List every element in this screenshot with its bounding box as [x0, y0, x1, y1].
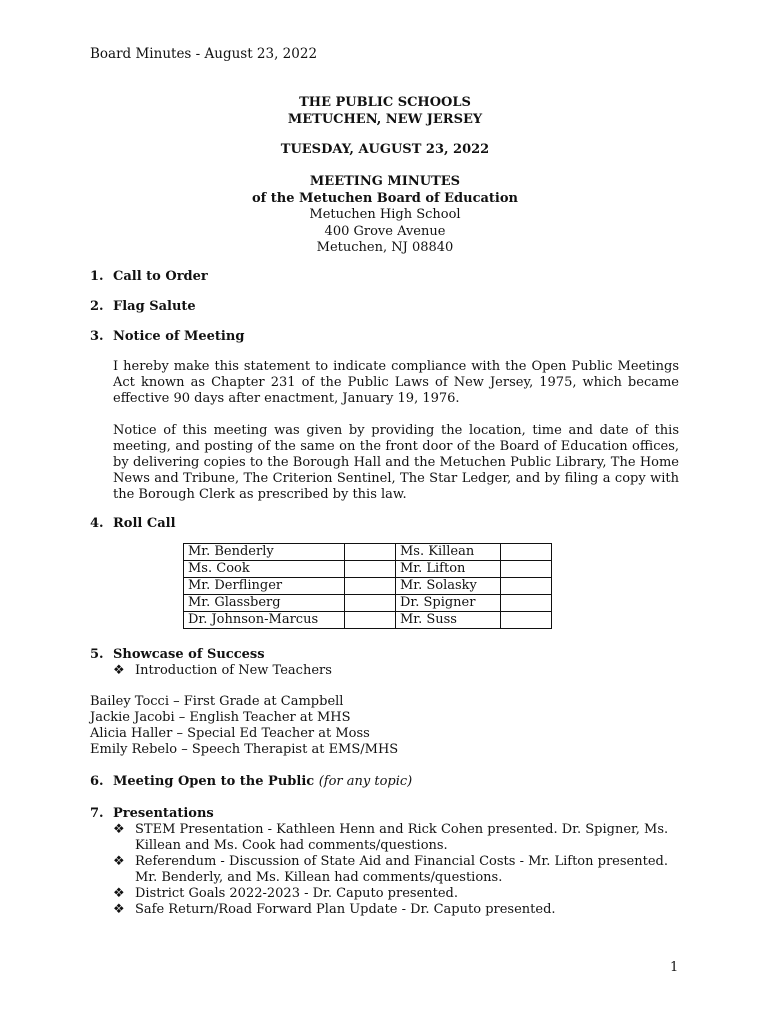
- roll-status-right: [501, 561, 552, 578]
- item-flag-salute: [90, 299, 196, 314]
- roll-name-left: Mr. Derflinger: [184, 578, 345, 595]
- item-note: (for any topic): [318, 774, 413, 789]
- title-line-2: METUCHEN, NEW JERSEY: [287, 111, 483, 127]
- presentation-text: District Goals 2022-2023 - Dr. Caputo presented.: [135, 886, 459, 901]
- roll-name-right: Mr. Lifton: [396, 561, 501, 578]
- item-label: Call to Order: [113, 269, 208, 284]
- venue-street: 400 Grove Avenue: [324, 223, 446, 239]
- table-row: [184, 544, 552, 561]
- board-name: of the Metuchen Board of Education: [252, 190, 518, 206]
- meeting-heading-block: [0, 174, 770, 257]
- roll-name-right: Mr. Solasky: [396, 578, 501, 595]
- presentation-item: [113, 902, 673, 918]
- item-presentations: [90, 806, 214, 821]
- roll-name-left: Dr. Johnson-Marcus: [184, 612, 345, 629]
- item-label: Notice of Meeting: [113, 329, 245, 344]
- teacher-line: Jackie Jacobi – English Teacher at MHS: [90, 710, 351, 725]
- roll-status-right: [501, 578, 552, 595]
- item-number: 6.: [90, 774, 104, 789]
- item-label: Meeting Open to the Public: [113, 774, 315, 789]
- table-row: [184, 561, 552, 578]
- roll-status-right: [501, 544, 552, 561]
- item-meeting-open-to-public: [90, 774, 412, 789]
- roll-status-left: [345, 561, 396, 578]
- notice-paragraph-2: Notice of this meeting was given by providing the location, time and date of this meeting, and posting of the same on the front door of the Board of Education offices, by delivering copies to the Borough Hall and the Metuchen Public Library, The Home News and Tribune, The Criterion Sentinel, The Star Ledger, and by filing a copy with the Borough Clerk as prescribed by this law.: [113, 423, 679, 502]
- table-row: [184, 612, 552, 629]
- presentation-item: [113, 854, 673, 886]
- item-call-to-order: [90, 269, 208, 284]
- roll-name-right: Dr. Spigner: [396, 595, 501, 612]
- presentation-text: Safe Return/Road Forward Plan Update - Dr. Caputo presented.: [135, 902, 556, 917]
- item-label: Flag Salute: [113, 299, 196, 314]
- roll-status-left: [345, 578, 396, 595]
- meeting-date: TUESDAY, AUGUST 23, 2022: [280, 142, 490, 157]
- diamond-bullet-icon: ❖: [113, 663, 125, 678]
- teacher-line: Emily Rebelo – Speech Therapist at EMS/MHS: [90, 742, 399, 757]
- table-row: [184, 578, 552, 595]
- presentation-text: Referendum - Discussion of State Aid and Financial Costs - Mr. Lifton presented. Mr. Benderly, and Ms. Killean had comments/questions.: [135, 854, 668, 885]
- roll-status-right: [501, 612, 552, 629]
- item-label: Presentations: [113, 806, 214, 821]
- showcase-bullet: [113, 663, 332, 679]
- diamond-bullet-icon: ❖: [113, 854, 125, 869]
- roll-name-right: Mr. Suss: [396, 612, 501, 629]
- minutes-heading: MEETING MINUTES: [309, 174, 461, 189]
- table-row: [184, 595, 552, 612]
- item-number: 3.: [90, 329, 104, 344]
- roll-name-right: Ms. Killean: [396, 544, 501, 561]
- diamond-bullet-icon: ❖: [113, 886, 125, 901]
- item-label: Showcase of Success: [113, 647, 265, 662]
- item-number: 1.: [90, 269, 104, 284]
- notice-paragraph-1: I hereby make this statement to indicate compliance with the Open Public Meetings Act known as Chapter 231 of the Public Laws of New Jersey, 1975, which became effective 90 days after enactment, January 19, 1976.: [113, 359, 679, 406]
- teacher-line: Bailey Tocci – First Grade at Campbell: [90, 694, 344, 709]
- venue-city: Metuchen, NJ 08840: [316, 240, 454, 255]
- item-number: 7.: [90, 806, 104, 821]
- roll-name-left: Mr. Benderly: [184, 544, 345, 561]
- diamond-bullet-icon: ❖: [113, 822, 125, 837]
- roll-status-left: [345, 595, 396, 612]
- roll-status-left: [345, 544, 396, 561]
- running-header: Board Minutes - August 23, 2022: [90, 46, 318, 62]
- roll-name-left: Mr. Glassberg: [184, 595, 345, 612]
- item-notice-of-meeting: [90, 329, 244, 344]
- teacher-line: Alicia Haller – Special Ed Teacher at Moss: [90, 726, 370, 741]
- roll-call-table: [183, 543, 552, 629]
- presentation-item: [113, 886, 673, 902]
- item-showcase-of-success: [90, 647, 265, 662]
- title-line-1: THE PUBLIC SCHOOLS: [299, 95, 471, 110]
- diamond-bullet-icon: ❖: [113, 902, 125, 917]
- presentation-text: STEM Presentation - Kathleen Henn and Rick Cohen presented. Dr. Spigner, Ms. Killean and Ms. Cook had comments/questions.: [135, 822, 669, 853]
- presentation-item: [113, 822, 673, 854]
- item-label: Roll Call: [113, 516, 176, 531]
- roll-status-right: [501, 595, 552, 612]
- item-roll-call: [90, 516, 176, 531]
- item-number: 5.: [90, 647, 104, 662]
- item-number: 2.: [90, 299, 104, 314]
- roll-name-left: Ms. Cook: [184, 561, 345, 578]
- venue-name: Metuchen High School: [309, 207, 461, 222]
- item-number: 4.: [90, 516, 104, 531]
- bullet-text: Introduction of New Teachers: [135, 663, 332, 678]
- page-number: 1: [670, 960, 679, 975]
- title-block: [0, 95, 770, 128]
- roll-status-left: [345, 612, 396, 629]
